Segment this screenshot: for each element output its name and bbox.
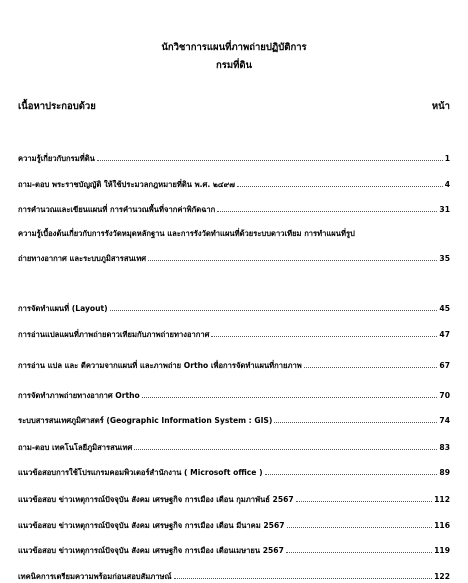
page-column-heading: หน้า	[431, 101, 450, 112]
toc-entry-title: แนวข้อสอบการใช้โปรแกรมคอมพิวเตอร์สำนักงาน ( Microsoft office )	[18, 468, 263, 477]
toc-entry	[18, 179, 450, 191]
toc-entry	[18, 494, 450, 506]
leader-dots	[296, 501, 432, 502]
toc-entry-page: 122	[434, 572, 450, 581]
toc-entry-page: 45	[439, 304, 450, 313]
toc-entry-page: 83	[439, 443, 450, 452]
toc-entry-title: แนวข้อสอบ ข่าวเหตุการณ์ปัจจุบัน สังคม เศรษฐกิจ การเมือง เดือน กุมภาพันธ์ 2567	[18, 495, 294, 504]
leader-dots	[274, 422, 437, 423]
toc-entry-page: 116	[434, 521, 450, 530]
toc-entry	[18, 329, 450, 341]
toc-entry-title: ถาม-ตอบ เทคโนโลยีภูมิสารสนเทศ	[18, 443, 133, 452]
document-subtitle: กรมที่ดิน	[215, 60, 253, 71]
toc-entry	[18, 415, 450, 427]
leader-dots	[148, 260, 437, 261]
toc-entry	[18, 390, 450, 402]
leader-dots	[265, 474, 438, 475]
leader-dots	[217, 211, 437, 212]
toc-entry	[18, 303, 450, 315]
toc-entry-title-line1: ความรู้เบื้องต้นเกี่ยวกับการรังวัดหมุดหลักฐาน และการรังวัดทำแผนที่ด้วยระบบดาวเทียม การทำแผนที่รูป	[18, 229, 355, 238]
toc-entry-page: 119	[434, 546, 450, 555]
leader-dots	[304, 367, 438, 368]
toc-entry	[18, 204, 450, 216]
leader-dots	[97, 160, 443, 161]
toc-entry	[18, 467, 450, 479]
toc-entry	[18, 545, 450, 557]
leader-dots	[286, 552, 432, 553]
leader-dots	[110, 310, 438, 311]
contents-heading: เนื้อหาประกอบด้วย	[18, 101, 96, 112]
toc-entry-page: 74	[439, 416, 450, 425]
leader-dots	[211, 336, 437, 337]
leader-dots	[134, 449, 437, 450]
toc-entry-page: 67	[439, 361, 450, 370]
toc-entry-page: 1	[444, 154, 450, 163]
toc-entry	[18, 228, 450, 265]
toc-entry-title: ระบบสารสนเทศภูมิศาสตร์ (Geographic Information System : GIS)	[18, 416, 273, 425]
toc-entry-title: เทคนิคการเตรียมความพร้อมก่อนสอบสัมภาษณ์	[18, 572, 172, 581]
toc-entry-page: 112	[434, 495, 450, 504]
toc-entry	[18, 571, 450, 583]
toc-entry-title: การอ่านแปลแผนที่ภาพถ่ายดาวเทียมกับภาพถ่ายทางอากาศ	[18, 330, 210, 339]
toc-entry-page: 47	[439, 330, 450, 339]
toc-entry-page: 89	[439, 468, 450, 477]
toc-entry	[18, 442, 450, 454]
toc-entry	[18, 360, 450, 372]
toc-entry-title: ถาม-ตอบ พระราชบัญญัติ ให้ใช้ประมวลกฎหมายที่ดิน พ.ศ. ๒๔๙๗	[18, 180, 235, 189]
toc-entry	[18, 520, 450, 532]
document-title: นักวิชาการแผนที่ภาพถ่ายปฏิบัติการ	[161, 42, 307, 53]
toc-entry-title: ถ่ายทางอากาศ และระบบภูมิสารสนเทศ	[18, 254, 147, 263]
toc-entry	[18, 153, 450, 165]
toc-entry-title: แนวข้อสอบ ข่าวเหตุการณ์ปัจจุบัน สังคม เศรษฐกิจ การเมือง เดือน มีนาคม 2567	[18, 521, 285, 530]
toc-entry-title: แนวข้อสอบ ข่าวเหตุการณ์ปัจจุบัน สังคม เศรษฐกิจ การเมือง เดือนเมษายน 2567	[18, 546, 284, 555]
toc-entry-title: การอ่าน แปล และ ตีความจากแผนที่ และภาพถ่าย Ortho เพื่อการจัดทำแผนที่กายภาพ	[18, 361, 302, 370]
toc-entry-title: ความรู้เกี่ยวกับกรมที่ดิน	[18, 154, 95, 163]
toc-entry-page: 70	[439, 391, 450, 400]
toc-entry-title: การจัดทำภาพถ่ายทางอากาศ Ortho	[18, 391, 140, 400]
toc-entry-page: 4	[444, 180, 450, 189]
leader-dots	[174, 578, 433, 579]
leader-dots	[287, 527, 433, 528]
leader-dots	[142, 397, 438, 398]
toc-entry-page: 31	[439, 205, 450, 214]
toc-entry-page: 35	[439, 254, 450, 263]
leader-dots	[237, 186, 443, 187]
toc-entry-title: การจัดทำแผนที่ (Layout)	[18, 304, 108, 313]
toc-entry-title: การคำนวณและเขียนแผนที่ การคำนวณพื้นที่จากค่าพิกัดฉาก	[18, 205, 216, 214]
